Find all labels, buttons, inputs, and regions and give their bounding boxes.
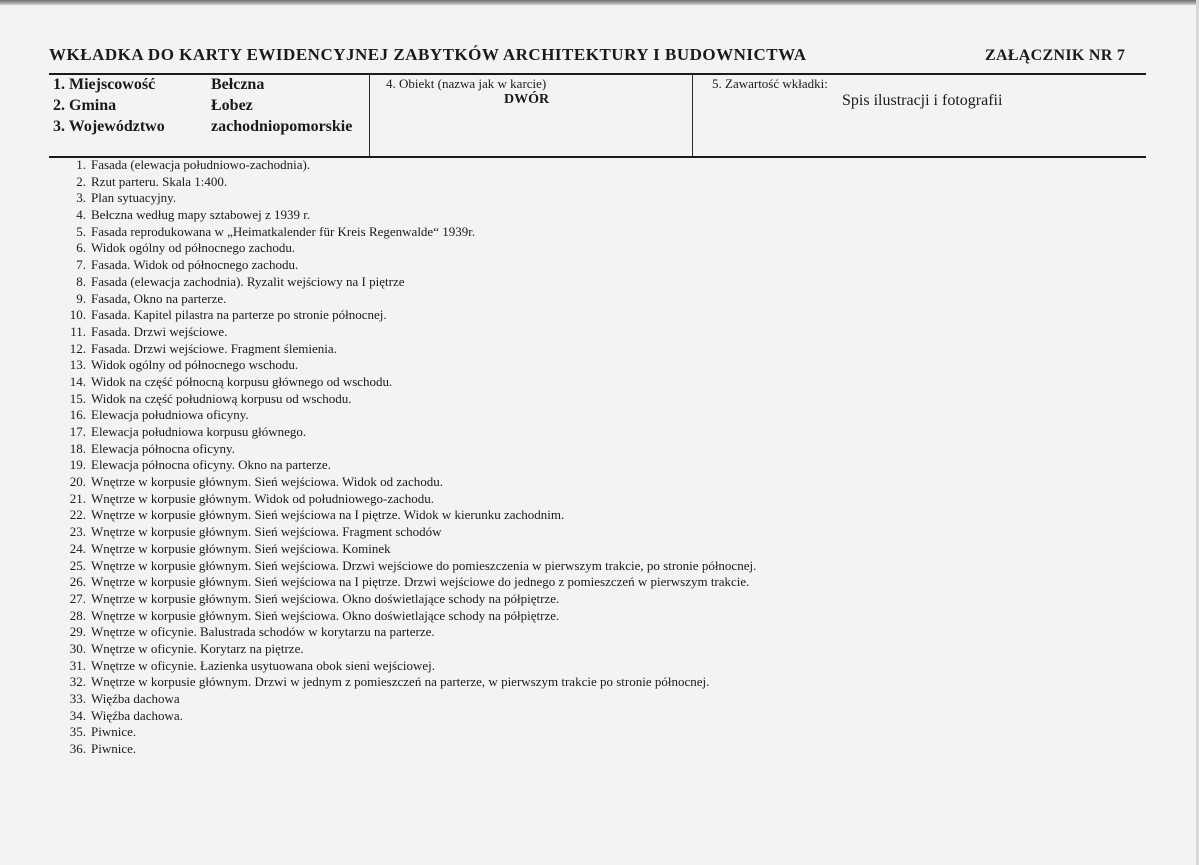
list-item [58, 207, 756, 224]
list-item-text: Wnętrze w korpusie głównym. Sień wejściowa. Drzwi wejściowe do pomieszczenia w pierwszym trakcie, po stronie północnej. [91, 557, 757, 573]
list-item-number: 32. [69, 674, 86, 690]
list-item-text: Wnętrze w oficynie. Korytarz na piętrze. [91, 640, 304, 656]
list-item [58, 157, 756, 174]
locality-label: 1. Miejscowość [53, 76, 156, 93]
list-item-text: Wnętrze w korpusie głównym. Sień wejściowa na I piętrze. Drzwi wejściowe do jednego z pomieszczeń w pierwszym trakcie. [91, 574, 750, 590]
list-item [58, 424, 756, 441]
list-item [58, 658, 756, 675]
list-item-number: 25. [69, 557, 86, 573]
list-item-text: Fasada. Drzwi wejściowe. Fragment ślemienia. [91, 340, 337, 356]
list-item-text: Elewacja południowa korpusu głównego. [91, 424, 307, 439]
list-item-text: Więźba dachowa [91, 691, 180, 706]
list-item-number: 4. [76, 207, 86, 223]
list-item-number: 34. [69, 707, 86, 723]
list-item-text: Widok na część północną korpusu głównego od wschodu. [91, 373, 393, 389]
list-item-number: 27. [69, 590, 86, 606]
list-item-number: 5. [76, 223, 86, 239]
list-item-number: 15. [69, 390, 86, 406]
list-item-text: Wnętrze w oficynie. Balustrada schodów w korytarzu na parterze. [91, 624, 435, 640]
list-item-number: 10. [69, 307, 86, 323]
list-item-text: Wnętrze w korpusie głównym. Sień wejściowa. Kominek [91, 540, 391, 556]
list-item [58, 724, 756, 741]
list-item-number: 23. [69, 524, 86, 540]
list-item-number: 28. [69, 607, 86, 623]
list-item [58, 524, 756, 541]
list-item [58, 291, 756, 308]
list-item-text: Więźba dachowa. [91, 707, 183, 723]
list-item-text: Wnętrze w korpusie głównym. Sień wejściowa. Okno doświetlające schody na półpiętrze. [91, 590, 560, 606]
list-item-number: 30. [69, 640, 86, 656]
commune-label: 2. Gmina [53, 97, 117, 114]
list-item [58, 624, 756, 641]
list-item-number: 35. [69, 724, 86, 740]
list-item-text: Elewacja północna oficyny. [91, 440, 235, 456]
list-item-text: Bełczna według mapy sztabowej z 1939 r. [91, 207, 311, 223]
list-item-number: 29. [69, 624, 86, 640]
list-item [58, 240, 756, 257]
list-item-text: Piwnice. [91, 724, 137, 740]
list-item [58, 691, 756, 708]
list-item [58, 341, 756, 358]
list-item-number: 19. [69, 457, 86, 473]
list-item [58, 190, 756, 207]
list-item [58, 608, 756, 625]
object-value: DWÓR [504, 92, 550, 107]
list-item [58, 491, 756, 508]
voivodeship-value: zachodniopomorskie [211, 118, 353, 135]
list-item-text: Wnętrze w korpusie głównym. Sień wejściowa na I piętrze. Widok w kierunku zachodnim. [91, 507, 565, 523]
list-item [58, 507, 756, 524]
object-label: 4. Obiekt (nazwa jak w karcie) [386, 76, 547, 91]
list-item [58, 541, 756, 558]
list-item-number: 3. [76, 190, 86, 206]
list-item-text: Fasada reprodukowana w „Heimatkalender für Kreis Regenwalde“ 1939r. [91, 223, 476, 239]
list-item [58, 374, 756, 391]
list-item [58, 407, 756, 424]
column-divider [369, 74, 370, 157]
list-item-number: 2. [76, 173, 86, 189]
contents-label: 5. Zawartość wkładki: [712, 76, 828, 91]
list-item-text: Wnętrze w korpusie głównym. Widok od południowego-zachodu. [91, 490, 434, 506]
list-item [58, 174, 756, 191]
list-item-text: Fasada (elewacja południowo-zachodnia). [91, 157, 311, 172]
list-item-text: Rzut parteru. Skala 1:400. [91, 173, 228, 189]
list-item [58, 441, 756, 458]
list-item-text: Wnętrze w korpusie głównym. Sień wejściowa. Okno doświetlające schody na półpiętrze. [91, 607, 560, 623]
list-item-number: 31. [69, 657, 86, 673]
list-item-number: 17. [69, 424, 86, 439]
annex-number: ZAŁĄCZNIK NR 7 [985, 47, 1126, 64]
list-item-text: Wnętrze w oficynie. Łazienka usytuowana obok sieni wejściowej. [91, 657, 436, 673]
list-item-text: Fasada. Kapitel pilastra na parterze po stronie północnej. [91, 307, 387, 323]
header-rule-top [49, 73, 1146, 75]
list-item [58, 307, 756, 324]
list-item-number: 13. [69, 357, 86, 373]
list-item [58, 324, 756, 341]
list-item [58, 558, 756, 575]
list-item-number: 18. [69, 440, 86, 456]
list-item [58, 474, 756, 491]
illustration-list [58, 157, 756, 758]
list-item-text: Elewacja południowa oficyny. [91, 407, 249, 423]
contents-value: Spis ilustracji i fotografii [842, 92, 1003, 109]
list-item [58, 641, 756, 658]
list-item-number: 9. [76, 290, 86, 306]
list-item [58, 391, 756, 408]
list-item [58, 574, 756, 591]
list-item-number: 33. [69, 691, 86, 706]
list-item-text: Wnętrze w korpusie głównym. Drzwi w jednym z pomieszczeń na parterze, w pierwszym trakcie po stronie północnej. [91, 674, 710, 690]
list-item [58, 674, 756, 691]
list-item-text: Elewacja północna oficyny. Okno na parterze. [91, 457, 331, 473]
locality-value: Bełczna [211, 76, 265, 93]
list-item [58, 274, 756, 291]
commune-value: Łobez [211, 97, 253, 114]
list-item-number: 11. [70, 323, 86, 339]
document-title: WKŁADKA DO KARTY EWIDENCYJNEJ ZABYTKÓW ARCHITEKTURY I BUDOWNICTWA [49, 45, 807, 64]
list-item-text: Fasada. Widok od północnego zachodu. [91, 257, 299, 273]
list-item [58, 457, 756, 474]
voivodeship-label: 3. Województwo [53, 118, 165, 135]
list-item [58, 357, 756, 374]
list-item-number: 24. [69, 540, 86, 556]
list-item-number: 12. [69, 340, 86, 356]
list-item [58, 257, 756, 274]
list-item [58, 708, 756, 725]
list-item-text: Widok ogólny od północnego wschodu. [91, 357, 299, 373]
list-item-number: 14. [69, 373, 86, 389]
list-item [58, 741, 756, 758]
list-item-number: 7. [76, 257, 86, 273]
list-item-text: Widok ogólny od północnego zachodu. [91, 240, 296, 256]
list-item-number: 6. [76, 240, 86, 256]
list-item-number: 1. [76, 157, 86, 172]
list-item-text: Wnętrze w korpusie głównym. Sień wejściowa. Widok od zachodu. [91, 474, 443, 490]
list-item [58, 224, 756, 241]
list-item-number: 22. [69, 507, 86, 523]
list-item-number: 20. [69, 474, 86, 490]
list-item-number: 21. [69, 490, 86, 506]
list-item-text: Plan sytuacyjny. [91, 190, 177, 206]
list-item-text: Widok na część południową korpusu od wschodu. [91, 390, 352, 406]
list-item-number: 16. [69, 407, 86, 423]
column-divider [692, 74, 693, 157]
list-item [58, 591, 756, 608]
list-item-text: Wnętrze w korpusie głównym. Sień wejściowa. Fragment schodów [91, 524, 442, 540]
list-item-text: Fasada. Drzwi wejściowe. [91, 323, 228, 339]
list-item-number: 26. [69, 574, 86, 590]
list-item-text: Fasada (elewacja zachodnia). Ryzalit wejściowy na I piętrze [91, 273, 405, 289]
list-item-text: Piwnice. [91, 741, 137, 757]
scan-edge [0, 0, 1199, 5]
list-item-text: Fasada, Okno na parterze. [91, 290, 227, 306]
list-item-number: 36. [69, 741, 86, 757]
list-item-number: 8. [76, 273, 86, 289]
